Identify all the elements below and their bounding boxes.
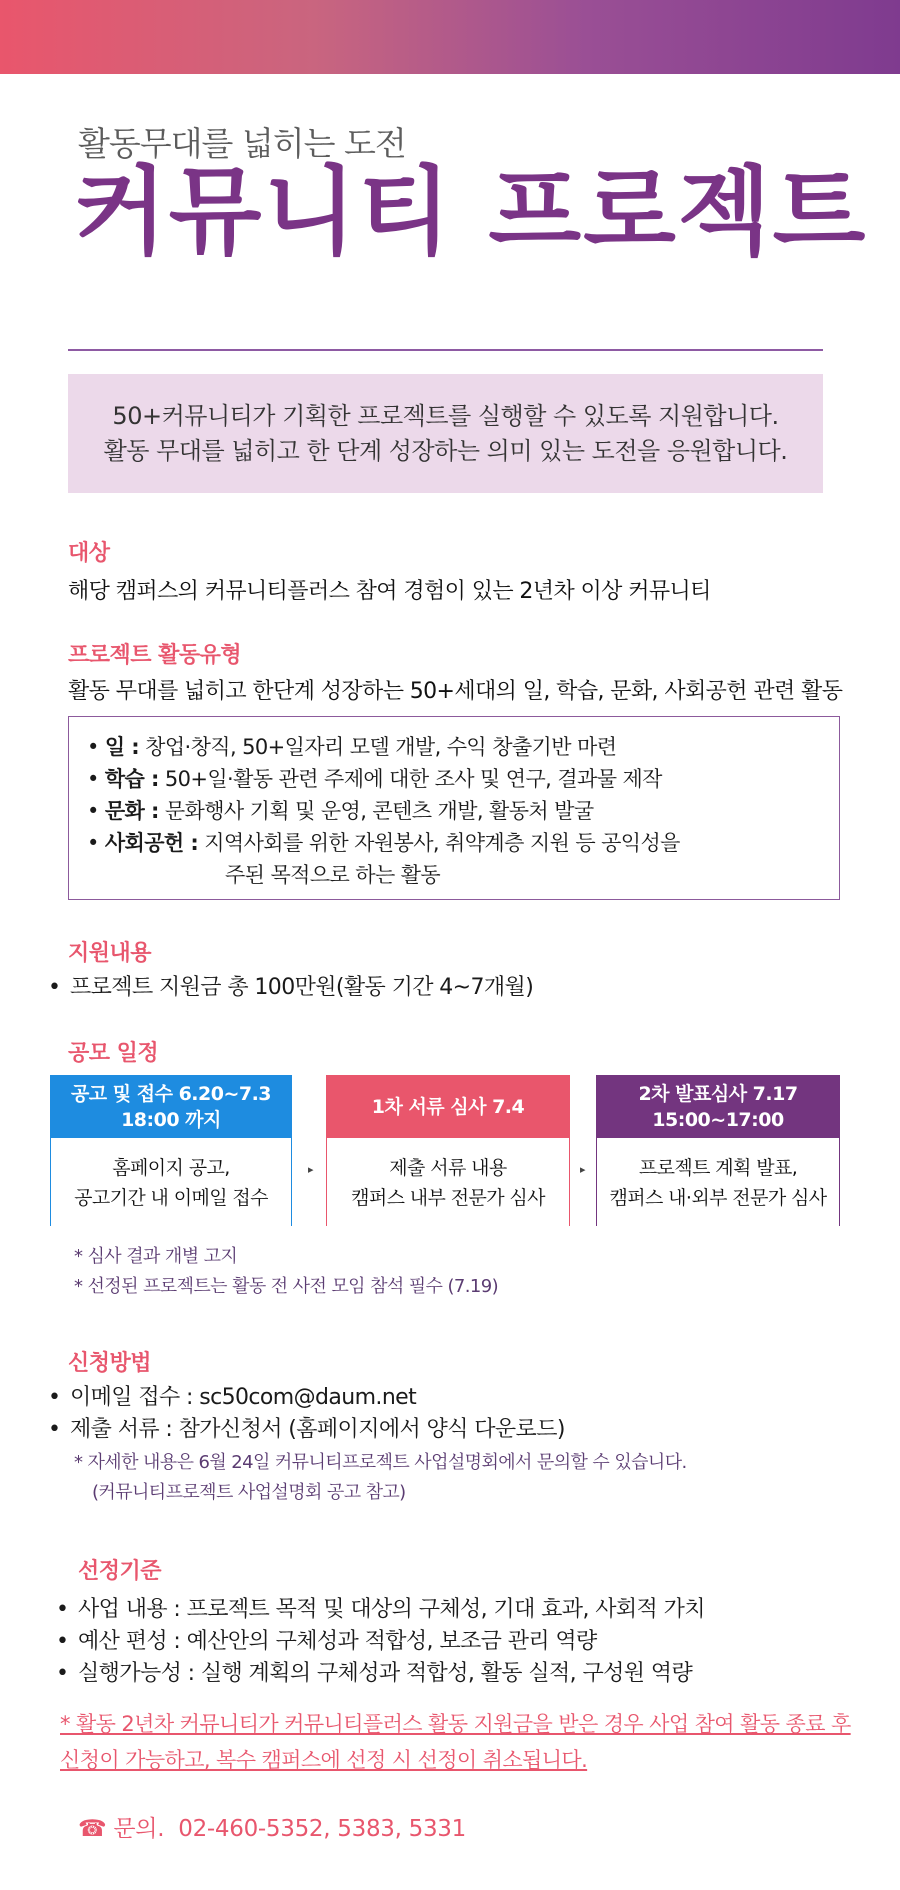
criteria-item [56,1592,705,1623]
bullet: • [87,767,99,791]
schedule-step-3-body [597,1138,839,1227]
bullet: • [48,1385,61,1410]
bullet: • [56,1629,69,1654]
step-desc: 캠퍼스 내·외부 전문가 심사 [609,1186,827,1209]
apply-note-1: * 자세한 내용은 6월 24일 커뮤니티프로젝트 사업설명회에서 문의할 수 있습니다. [74,1452,687,1473]
step-time: 18:00 까지 [121,1109,221,1131]
step-title: 1차 서류 심사 7.4 [371,1096,525,1118]
type-label: 사회공헌 : [104,831,199,855]
bullet: • [87,799,99,823]
bullet: • [56,1597,69,1622]
schedule-step-1-body [51,1138,291,1227]
schedule-step-2-body [327,1138,569,1227]
schedule-step-3-header [597,1076,839,1138]
types-heading: 프로젝트 활동유형 [68,643,242,668]
apply-item-email [48,1380,416,1411]
apply-heading: 신청방법 [68,1351,152,1376]
criteria-item [56,1624,597,1655]
intro-box [68,374,823,493]
schedule-note-2: * 선정된 프로젝트는 활동 전 사전 모임 참석 필수 (7.19) [74,1276,498,1297]
step-time: 15:00~17:00 [652,1109,784,1131]
type-item-social [87,827,821,859]
apply-label: 이메일 접수 : [70,1385,200,1410]
schedule-step-1 [50,1075,292,1226]
step-desc: 캠퍼스 내부 전문가 심사 [351,1186,545,1209]
schedule-note-1: * 심사 결과 개별 고지 [74,1246,238,1267]
step-title: 공고 및 접수 6.20~7.3 [70,1083,272,1105]
support-text: 프로젝트 지원금 총 100만원(활동 기간 4~7개월) [70,975,534,1000]
criteria-text: 예산 편성 : 예산안의 구체성과 적합성, 보조금 관리 역량 [78,1629,597,1654]
support-heading: 지원내용 [68,941,152,966]
bullet: • [87,831,99,855]
page-subtitle: 활동무대를 넓히는 도전 [78,124,406,163]
bullet: • [48,975,61,1000]
contact-numbers: 02-460-5352, 5383, 5331 [178,1816,466,1842]
divider [68,349,823,351]
criteria-text: 사업 내용 : 프로젝트 목적 및 대상의 구체성, 기대 효과, 사회적 가치 [78,1597,705,1622]
step-desc: 제출 서류 내용 [389,1156,507,1179]
type-item-culture [87,795,821,827]
type-desc: 50+일·활동 관련 주제에 대한 조사 및 연구, 결과물 제작 [158,767,662,791]
step-desc: 홈페이지 공고, [112,1156,230,1179]
type-label: 문화 : [104,799,159,823]
apply-email: sc50com@daum.net [199,1385,417,1410]
schedule-step-2 [326,1075,570,1226]
warning-line-1: * 활동 2년차 커뮤니티가 커뮤니티플러스 활동 지원금을 받은 경우 사업 참여 활동 종료 후 [60,1712,851,1736]
step-desc: 공고기간 내 이메일 접수 [74,1186,268,1209]
criteria-heading: 선정기준 [78,1559,162,1584]
phone-icon: ☎ [78,1816,107,1842]
type-desc: 창업·창직, 50+일자리 모델 개발, 수익 창출기반 마련 [139,735,617,759]
intro-line-2: 활동 무대를 넓히고 한 단계 성장하는 의미 있는 도전을 응원합니다. [103,436,788,465]
contact-label: 문의. [113,1816,165,1842]
apply-note-2: (커뮤니티프로젝트 사업설명회 공고 참고) [92,1482,406,1503]
apply-docs: 참가신청서 (홈페이지에서 양식 다운로드) [178,1417,565,1442]
types-text: 활동 무대를 넓히고 한단계 성장하는 50+세대의 일, 학습, 문화, 사회공헌 관련 활동 [68,679,843,704]
page-title: 커뮤니티 프로젝트 [74,156,868,268]
support-item [48,970,533,1001]
type-desc: 문화행사 기획 및 운영, 콘텐츠 개발, 활동처 발굴 [158,799,594,823]
apply-item-docs [48,1412,565,1443]
intro-line-1: 50+커뮤니티가 기획한 프로젝트를 실행할 수 있도록 지원합니다. [112,401,779,430]
header-gradient-bar [0,0,900,74]
schedule-step-3 [596,1075,840,1226]
type-item-learning [87,763,821,795]
type-label: 학습 : [104,767,159,791]
warning-line-2: 신청이 가능하고, 복수 캠퍼스에 선정 시 선정이 취소됩니다. [60,1748,588,1772]
criteria-item [56,1656,692,1687]
criteria-text: 실행가능성 : 실행 계획의 구체성과 적합성, 활동 실적, 구성원 역량 [78,1661,693,1686]
bullet: • [56,1661,69,1686]
type-label: 일 : [104,735,140,759]
schedule-step-1-header [51,1076,291,1138]
target-text: 해당 캠퍼스의 커뮤니티플러스 참여 경험이 있는 2년차 이상 커뮤니티 [68,579,711,604]
bullet: • [48,1417,61,1442]
step-desc: 프로젝트 계획 발표, [638,1156,798,1179]
contact-info [78,1810,466,1843]
step-title: 2차 발표심사 7.17 [638,1083,798,1105]
arrow-icon: ▸ [580,1163,586,1176]
type-desc: 지역사회를 위한 자원봉사, 취약계층 지원 등 공익성을 [198,831,680,855]
bullet: • [87,735,99,759]
arrow-icon: ▸ [308,1163,314,1176]
activity-types-box [68,716,840,900]
type-item-social-cont: 주된 목적으로 하는 활동 [225,863,441,887]
warning-notice [60,1706,851,1778]
type-item-work [87,731,821,763]
schedule-step-2-header [327,1076,569,1138]
apply-label: 제출 서류 : [70,1417,179,1442]
schedule-heading: 공모 일정 [68,1041,159,1066]
target-heading: 대상 [68,541,110,566]
